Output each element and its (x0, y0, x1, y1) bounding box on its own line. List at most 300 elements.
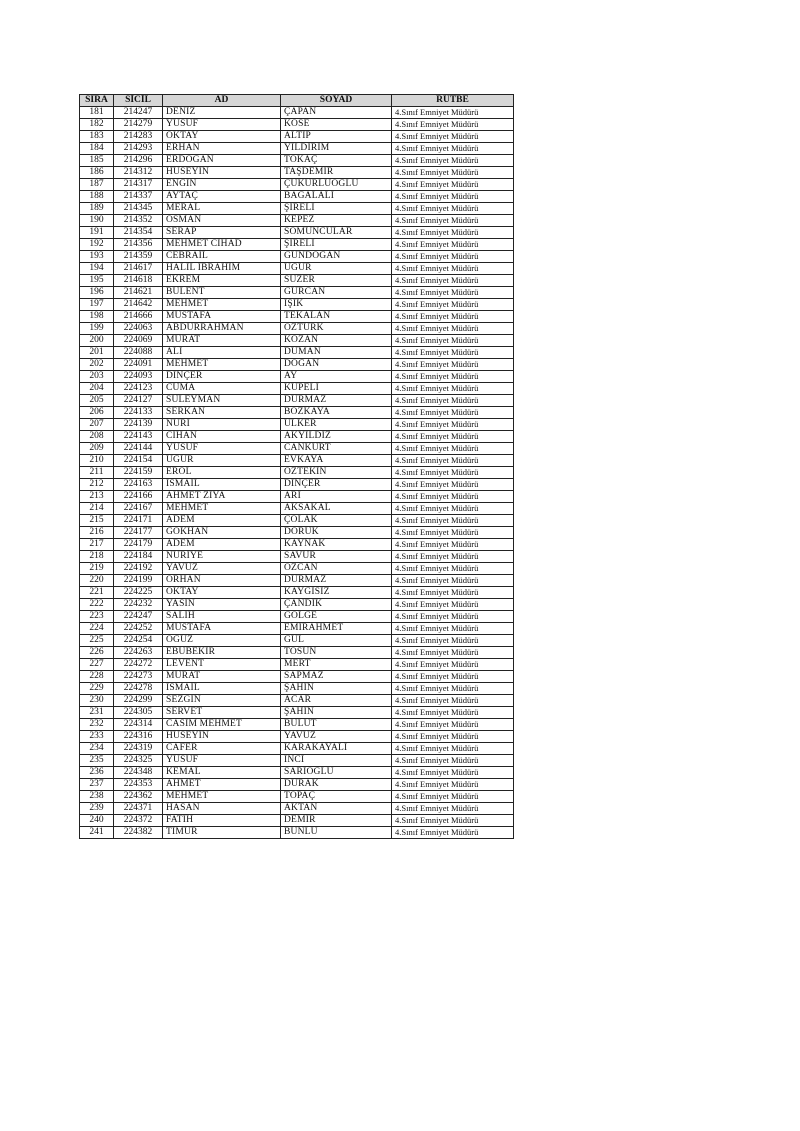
sira-cell: 203 (80, 371, 114, 383)
table-row (80, 779, 514, 791)
table-row (80, 107, 514, 119)
table-row (80, 419, 514, 431)
sira-cell: 231 (80, 707, 114, 719)
sira-cell: 225 (80, 635, 114, 647)
rutbe-cell: 4.Sınıf Emniyet Müdürü (392, 407, 514, 419)
sicil-cell: 224093 (114, 371, 163, 383)
table-row (80, 203, 514, 215)
table-row (80, 635, 514, 647)
soyad-cell: TOKAÇ (281, 155, 392, 167)
table-row (80, 311, 514, 323)
ad-cell: ERHAN (163, 143, 281, 155)
header-sira: SIRA (80, 95, 114, 107)
soyad-cell: ALTIP (281, 131, 392, 143)
ad-cell: OKTAY (163, 131, 281, 143)
table-row (80, 383, 514, 395)
soyad-cell: BULUT (281, 719, 392, 731)
rutbe-cell: 4.Sınıf Emniyet Müdürü (392, 731, 514, 743)
soyad-cell: ACAR (281, 695, 392, 707)
rutbe-cell: 4.Sınıf Emniyet Müdürü (392, 179, 514, 191)
rutbe-cell: 4.Sınıf Emniyet Müdürü (392, 383, 514, 395)
ad-cell: NURİ (163, 419, 281, 431)
sira-cell: 233 (80, 731, 114, 743)
ad-cell: KEMAL (163, 767, 281, 779)
sicil-cell: 224254 (114, 635, 163, 647)
ad-cell: MURAT (163, 335, 281, 347)
soyad-cell: DURMAZ (281, 575, 392, 587)
soyad-cell: SOMUNCULAR (281, 227, 392, 239)
ad-cell: ORHAN (163, 575, 281, 587)
table-row (80, 455, 514, 467)
sicil-cell: 214359 (114, 251, 163, 263)
sicil-cell: 224263 (114, 647, 163, 659)
table-row (80, 335, 514, 347)
sira-cell: 190 (80, 215, 114, 227)
sira-cell: 191 (80, 227, 114, 239)
rutbe-cell: 4.Sınıf Emniyet Müdürü (392, 779, 514, 791)
rutbe-cell: 4.Sınıf Emniyet Müdürü (392, 503, 514, 515)
table-row (80, 707, 514, 719)
soyad-cell: ÜLKER (281, 419, 392, 431)
sira-cell: 230 (80, 695, 114, 707)
table-row (80, 287, 514, 299)
sicil-cell: 214247 (114, 107, 163, 119)
ad-cell: CUMA (163, 383, 281, 395)
soyad-cell: KAYNAK (281, 539, 392, 551)
table-row (80, 215, 514, 227)
table-row (80, 791, 514, 803)
table-row (80, 659, 514, 671)
soyad-cell: KÖSE (281, 119, 392, 131)
header-ad: AD (163, 95, 281, 107)
rutbe-cell: 4.Sınıf Emniyet Müdürü (392, 299, 514, 311)
rutbe-cell: 4.Sınıf Emniyet Müdürü (392, 479, 514, 491)
sicil-cell: 214356 (114, 239, 163, 251)
soyad-cell: ÇANDİK (281, 599, 392, 611)
ad-cell: YUSUF (163, 119, 281, 131)
rutbe-cell: 4.Sınıf Emniyet Müdürü (392, 323, 514, 335)
rutbe-cell: 4.Sınıf Emniyet Müdürü (392, 239, 514, 251)
table-row (80, 131, 514, 143)
soyad-cell: EMİRAHMET (281, 623, 392, 635)
table-row (80, 251, 514, 263)
table-row (80, 683, 514, 695)
table-row (80, 611, 514, 623)
ad-cell: ENGİN (163, 179, 281, 191)
sira-cell: 194 (80, 263, 114, 275)
rutbe-cell: 4.Sınıf Emniyet Müdürü (392, 755, 514, 767)
sira-cell: 201 (80, 347, 114, 359)
rutbe-cell: 4.Sınıf Emniyet Müdürü (392, 335, 514, 347)
sira-cell: 213 (80, 491, 114, 503)
soyad-cell: DUMAN (281, 347, 392, 359)
ad-cell: CASİM MEHMET (163, 719, 281, 731)
ad-cell: ERDOĞAN (163, 155, 281, 167)
sira-cell: 212 (80, 479, 114, 491)
soyad-cell: ÖZCAN (281, 563, 392, 575)
sicil-cell: 224353 (114, 779, 163, 791)
soyad-cell: BUNLU (281, 827, 392, 839)
ad-cell: YAVUZ (163, 563, 281, 575)
rutbe-cell: 4.Sınıf Emniyet Müdürü (392, 539, 514, 551)
rutbe-cell: 4.Sınıf Emniyet Müdürü (392, 167, 514, 179)
soyad-cell: TOSUN (281, 647, 392, 659)
table-row (80, 299, 514, 311)
ad-cell: ABDURRAHMAN (163, 323, 281, 335)
soyad-cell: KÜPELİ (281, 383, 392, 395)
sira-cell: 241 (80, 827, 114, 839)
ad-cell: TİMUR (163, 827, 281, 839)
sicil-cell: 214296 (114, 155, 163, 167)
sira-cell: 210 (80, 455, 114, 467)
sira-cell: 239 (80, 803, 114, 815)
sicil-cell: 224192 (114, 563, 163, 575)
sicil-cell: 224316 (114, 731, 163, 743)
sicil-cell: 224278 (114, 683, 163, 695)
table-row (80, 179, 514, 191)
table-row (80, 719, 514, 731)
sicil-cell: 224091 (114, 359, 163, 371)
table-row (80, 347, 514, 359)
sira-cell: 188 (80, 191, 114, 203)
ad-cell: MUSTAFA (163, 623, 281, 635)
rutbe-cell: 4.Sınıf Emniyet Müdürü (392, 695, 514, 707)
rutbe-cell: 4.Sınıf Emniyet Müdürü (392, 203, 514, 215)
table-row (80, 359, 514, 371)
rutbe-cell: 4.Sınıf Emniyet Müdürü (392, 635, 514, 647)
table-row (80, 515, 514, 527)
soyad-cell: KARAKAYALI (281, 743, 392, 755)
rutbe-cell: 4.Sınıf Emniyet Müdürü (392, 155, 514, 167)
table-row (80, 743, 514, 755)
ad-cell: SALİH (163, 611, 281, 623)
table-row (80, 227, 514, 239)
sicil-cell: 224167 (114, 503, 163, 515)
rutbe-cell: 4.Sınıf Emniyet Müdürü (392, 287, 514, 299)
table-row (80, 551, 514, 563)
rutbe-cell: 4.Sınıf Emniyet Müdürü (392, 395, 514, 407)
sicil-cell: 214293 (114, 143, 163, 155)
ad-cell: MEHMET (163, 359, 281, 371)
table-row (80, 671, 514, 683)
table-row (80, 239, 514, 251)
soyad-cell: GÜRCAN (281, 287, 392, 299)
soyad-cell: KOZAN (281, 335, 392, 347)
sira-cell: 238 (80, 791, 114, 803)
ad-cell: HASAN (163, 803, 281, 815)
soyad-cell: AY (281, 371, 392, 383)
rutbe-cell: 4.Sınıf Emniyet Müdürü (392, 671, 514, 683)
sira-cell: 229 (80, 683, 114, 695)
rutbe-cell: 4.Sınıf Emniyet Müdürü (392, 107, 514, 119)
soyad-cell: YILDIRIM (281, 143, 392, 155)
table-row (80, 263, 514, 275)
ad-cell: GÖKHAN (163, 527, 281, 539)
sira-cell: 223 (80, 611, 114, 623)
ad-cell: OKTAY (163, 587, 281, 599)
table-row (80, 599, 514, 611)
sicil-cell: 214279 (114, 119, 163, 131)
sicil-cell: 214617 (114, 263, 163, 275)
sira-cell: 218 (80, 551, 114, 563)
sicil-cell: 224184 (114, 551, 163, 563)
rutbe-cell: 4.Sınıf Emniyet Müdürü (392, 791, 514, 803)
sira-cell: 216 (80, 527, 114, 539)
table-row (80, 119, 514, 131)
sira-cell: 183 (80, 131, 114, 143)
rutbe-cell: 4.Sınıf Emniyet Müdürü (392, 143, 514, 155)
table-row (80, 767, 514, 779)
soyad-cell: ŞAHİN (281, 683, 392, 695)
sicil-cell: 224127 (114, 395, 163, 407)
ad-cell: BÜLENT (163, 287, 281, 299)
soyad-cell: GÜL (281, 635, 392, 647)
sira-cell: 226 (80, 647, 114, 659)
soyad-cell: DORUK (281, 527, 392, 539)
rutbe-cell: 4.Sınıf Emniyet Müdürü (392, 575, 514, 587)
ad-cell: CİHAN (163, 431, 281, 443)
ad-cell: NURİYE (163, 551, 281, 563)
sicil-cell: 224171 (114, 515, 163, 527)
table-row (80, 587, 514, 599)
soyad-cell: ŞAHİN (281, 707, 392, 719)
soyad-cell: GÖLGE (281, 611, 392, 623)
sicil-cell: 224371 (114, 803, 163, 815)
soyad-cell: TAŞDEMİR (281, 167, 392, 179)
table-row (80, 395, 514, 407)
table-row (80, 755, 514, 767)
sira-cell: 186 (80, 167, 114, 179)
table-row (80, 323, 514, 335)
sira-cell: 207 (80, 419, 114, 431)
ad-cell: MURAT (163, 671, 281, 683)
soyad-cell: SARIOĞLU (281, 767, 392, 779)
sira-cell: 200 (80, 335, 114, 347)
ad-cell: OSMAN (163, 215, 281, 227)
ad-cell: SÜLEYMAN (163, 395, 281, 407)
table-row (80, 143, 514, 155)
sicil-cell: 224179 (114, 539, 163, 551)
sicil-cell: 224319 (114, 743, 163, 755)
rutbe-cell: 4.Sınıf Emniyet Müdürü (392, 311, 514, 323)
sicil-cell: 214621 (114, 287, 163, 299)
soyad-cell: İNCİ (281, 755, 392, 767)
ad-cell: MEHMET (163, 791, 281, 803)
sicil-cell: 224314 (114, 719, 163, 731)
rutbe-cell: 4.Sınıf Emniyet Müdürü (392, 467, 514, 479)
sira-cell: 232 (80, 719, 114, 731)
sira-cell: 181 (80, 107, 114, 119)
ad-cell: YUSUF (163, 755, 281, 767)
sira-cell: 193 (80, 251, 114, 263)
rutbe-cell: 4.Sınıf Emniyet Müdürü (392, 527, 514, 539)
sicil-cell: 224069 (114, 335, 163, 347)
ad-cell: YUSUF (163, 443, 281, 455)
sira-cell: 215 (80, 515, 114, 527)
sira-cell: 195 (80, 275, 114, 287)
sicil-cell: 224299 (114, 695, 163, 707)
sicil-cell: 224133 (114, 407, 163, 419)
soyad-cell: ÖZTÜRK (281, 323, 392, 335)
rutbe-cell: 4.Sınıf Emniyet Müdürü (392, 119, 514, 131)
table-row (80, 155, 514, 167)
sicil-cell: 224063 (114, 323, 163, 335)
soyad-cell: ARI (281, 491, 392, 503)
soyad-cell: SÜZER (281, 275, 392, 287)
sicil-cell: 214317 (114, 179, 163, 191)
ad-cell: AHMET ZİYA (163, 491, 281, 503)
header-row (80, 95, 514, 107)
soyad-cell: GÜNDOĞAN (281, 251, 392, 263)
sicil-cell: 224247 (114, 611, 163, 623)
sira-cell: 208 (80, 431, 114, 443)
soyad-cell: SAPMAZ (281, 671, 392, 683)
sira-cell: 214 (80, 503, 114, 515)
rutbe-cell: 4.Sınıf Emniyet Müdürü (392, 515, 514, 527)
rutbe-cell: 4.Sınıf Emniyet Müdürü (392, 263, 514, 275)
soyad-cell: KEPEZ (281, 215, 392, 227)
ad-cell: EROL (163, 467, 281, 479)
table-row (80, 563, 514, 575)
ad-cell: ALİ (163, 347, 281, 359)
sira-cell: 236 (80, 767, 114, 779)
table-row (80, 167, 514, 179)
rutbe-cell: 4.Sınıf Emniyet Müdürü (392, 251, 514, 263)
rutbe-cell: 4.Sınıf Emniyet Müdürü (392, 827, 514, 839)
sira-cell: 237 (80, 779, 114, 791)
sicil-cell: 224088 (114, 347, 163, 359)
rutbe-cell: 4.Sınıf Emniyet Müdürü (392, 683, 514, 695)
rutbe-cell: 4.Sınıf Emniyet Müdürü (392, 419, 514, 431)
table-row (80, 467, 514, 479)
ad-cell: CAFER (163, 743, 281, 755)
ad-cell: OĞUZ (163, 635, 281, 647)
rutbe-cell: 4.Sınıf Emniyet Müdürü (392, 227, 514, 239)
soyad-cell: BOZKAYA (281, 407, 392, 419)
ad-cell: HÜSEYİN (163, 731, 281, 743)
sicil-cell: 224348 (114, 767, 163, 779)
soyad-cell: YAVUZ (281, 731, 392, 743)
table-row (80, 815, 514, 827)
sicil-cell: 224166 (114, 491, 163, 503)
sicil-cell: 224272 (114, 659, 163, 671)
ad-cell: MEHMET CİHAD (163, 239, 281, 251)
sira-cell: 187 (80, 179, 114, 191)
ad-cell: İSMAİL (163, 683, 281, 695)
soyad-cell: DURMAZ (281, 395, 392, 407)
ad-cell: MEHMET (163, 299, 281, 311)
rutbe-cell: 4.Sınıf Emniyet Müdürü (392, 767, 514, 779)
rutbe-cell: 4.Sınıf Emniyet Müdürü (392, 647, 514, 659)
ad-cell: AHMET (163, 779, 281, 791)
soyad-cell: ŞİRELİ (281, 239, 392, 251)
soyad-cell: TOPAÇ (281, 791, 392, 803)
ad-cell: DENİZ (163, 107, 281, 119)
ad-cell: AYTAÇ (163, 191, 281, 203)
sicil-cell: 224325 (114, 755, 163, 767)
rutbe-cell: 4.Sınıf Emniyet Müdürü (392, 599, 514, 611)
ad-cell: HÜSEYİN (163, 167, 281, 179)
sicil-cell: 224372 (114, 815, 163, 827)
table-row (80, 275, 514, 287)
rutbe-cell: 4.Sınıf Emniyet Müdürü (392, 623, 514, 635)
sicil-cell: 224273 (114, 671, 163, 683)
rutbe-cell: 4.Sınıf Emniyet Müdürü (392, 743, 514, 755)
rutbe-cell: 4.Sınıf Emniyet Müdürü (392, 707, 514, 719)
ad-cell: MEHMET (163, 503, 281, 515)
table-row (80, 731, 514, 743)
ad-cell: EBUBEKİR (163, 647, 281, 659)
ad-cell: ADEM (163, 515, 281, 527)
sira-cell: 240 (80, 815, 114, 827)
sicil-cell: 224163 (114, 479, 163, 491)
soyad-cell: ÇUKURLUOĞLU (281, 179, 392, 191)
rutbe-cell: 4.Sınıf Emniyet Müdürü (392, 347, 514, 359)
ad-cell: CEBRAİL (163, 251, 281, 263)
sira-cell: 205 (80, 395, 114, 407)
rutbe-cell: 4.Sınıf Emniyet Müdürü (392, 587, 514, 599)
rutbe-cell: 4.Sınıf Emniyet Müdürü (392, 191, 514, 203)
soyad-cell: EVKAYA (281, 455, 392, 467)
sira-cell: 211 (80, 467, 114, 479)
table-row (80, 431, 514, 443)
ad-cell: SEZGİN (163, 695, 281, 707)
ad-cell: SERVET (163, 707, 281, 719)
table-row (80, 443, 514, 455)
sicil-cell: 214352 (114, 215, 163, 227)
header-sicil: SİCİL (114, 95, 163, 107)
rutbe-cell: 4.Sınıf Emniyet Müdürü (392, 563, 514, 575)
ad-cell: SERKAN (163, 407, 281, 419)
sira-cell: 199 (80, 323, 114, 335)
sira-cell: 182 (80, 119, 114, 131)
sira-cell: 196 (80, 287, 114, 299)
table-row (80, 803, 514, 815)
sira-cell: 192 (80, 239, 114, 251)
ad-cell: HALİL İBRAHİM (163, 263, 281, 275)
sicil-cell: 224143 (114, 431, 163, 443)
sicil-cell: 214642 (114, 299, 163, 311)
soyad-cell: ŞİRELİ (281, 203, 392, 215)
soyad-cell: DURAK (281, 779, 392, 791)
sira-cell: 202 (80, 359, 114, 371)
rutbe-cell: 4.Sınıf Emniyet Müdürü (392, 443, 514, 455)
sira-cell: 222 (80, 599, 114, 611)
rutbe-cell: 4.Sınıf Emniyet Müdürü (392, 491, 514, 503)
ad-cell: FATİH (163, 815, 281, 827)
sicil-cell: 224123 (114, 383, 163, 395)
rutbe-cell: 4.Sınıf Emniyet Müdürü (392, 371, 514, 383)
rutbe-cell: 4.Sınıf Emniyet Müdürü (392, 431, 514, 443)
soyad-cell: DEMİR (281, 815, 392, 827)
sira-cell: 219 (80, 563, 114, 575)
soyad-cell: SAVUR (281, 551, 392, 563)
soyad-cell: ÇOLAK (281, 515, 392, 527)
rutbe-cell: 4.Sınıf Emniyet Müdürü (392, 659, 514, 671)
sira-cell: 228 (80, 671, 114, 683)
sicil-cell: 214283 (114, 131, 163, 143)
soyad-cell: BAGALALI (281, 191, 392, 203)
table-row (80, 503, 514, 515)
table-row (80, 539, 514, 551)
soyad-cell: AKSAKAL (281, 503, 392, 515)
table-row (80, 407, 514, 419)
ad-cell: UĞUR (163, 455, 281, 467)
sira-cell: 206 (80, 407, 114, 419)
rutbe-cell: 4.Sınıf Emniyet Müdürü (392, 719, 514, 731)
sicil-cell: 224144 (114, 443, 163, 455)
sira-cell: 184 (80, 143, 114, 155)
